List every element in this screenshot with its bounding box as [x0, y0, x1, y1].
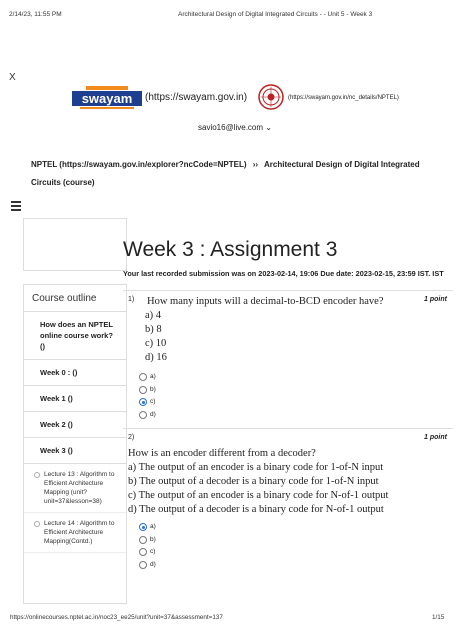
- radio-circle[interactable]: [139, 536, 147, 544]
- option-text: c) The output of an encoder is a binary code for N-of-1 output: [128, 490, 389, 501]
- swayam-logo-icon: [72, 86, 142, 110]
- radio-label: c): [150, 398, 156, 405]
- status-circle-icon: [34, 472, 40, 478]
- radio-circle-selected[interactable]: [139, 398, 147, 406]
- option-text: b) 8: [145, 324, 162, 335]
- course-outline-sidebar: [23, 284, 127, 604]
- question-text: How many inputs will a decimal-to-BCD encoder have?: [147, 296, 384, 307]
- swayam-logo[interactable]: [72, 86, 142, 110]
- radio-circle[interactable]: [139, 386, 147, 394]
- question-text: How is an encoder different from a decoder?: [128, 448, 316, 459]
- user-menu[interactable]: [198, 123, 272, 132]
- option-text: d) The output of a decoder is a binary code for N-of-1 output: [128, 504, 384, 515]
- option-text: b) The output of a decoder is a binary code for 1-of-N input: [128, 476, 379, 487]
- question-block: [128, 447, 388, 517]
- radio-option-c[interactable]: [139, 546, 156, 559]
- question-number: 2): [128, 434, 135, 441]
- radio-option-c[interactable]: [139, 396, 156, 409]
- radio-circle[interactable]: [139, 411, 147, 419]
- radio-label: b): [150, 385, 156, 393]
- radio-circle[interactable]: [139, 548, 147, 556]
- question-number: 1): [128, 296, 135, 303]
- question-points: 1 point: [424, 434, 447, 441]
- radio-circle-selected[interactable]: [139, 523, 147, 531]
- print-page-number: 1/15: [432, 614, 445, 621]
- submission-info: Your last recorded submission was on 2023-02-14, 19:06 Due date: 2023-02-15, 23:59 IST. IST: [123, 269, 444, 278]
- option-text: c) 10: [145, 338, 167, 349]
- menu-icon[interactable]: [11, 201, 21, 213]
- radio-label: d): [150, 560, 156, 568]
- sidebar-item-how-it-works[interactable]: How does an NPTEL online course work? (): [24, 312, 126, 360]
- user-email: savio16@live.com: [198, 123, 264, 132]
- question-1-divider: [123, 290, 453, 291]
- swayam-link[interactable]: (https://swayam.gov.in): [145, 92, 248, 103]
- question-options: [145, 309, 167, 365]
- option-text: a) The output of an encoder is a binary code for 1-of-N input: [128, 462, 384, 473]
- chevron-down-icon: ⌄: [265, 123, 272, 132]
- breadcrumb-nptel-link[interactable]: NPTEL (https://swayam.gov.in/explorer?ncCode=NPTEL): [31, 160, 247, 169]
- radio-label: a): [150, 523, 156, 530]
- radio-label: c): [150, 548, 156, 555]
- radio-label: d): [150, 410, 156, 418]
- sidebar-subitem-label: Lecture 13 : Algorithm to Efficient Architecture Mapping (unit?unit=37&lesson=38): [44, 471, 115, 505]
- question-2-divider: [123, 428, 453, 429]
- radio-label: b): [150, 535, 156, 543]
- radio-option-a[interactable]: [139, 521, 156, 534]
- radio-label: a): [150, 373, 156, 380]
- radio-option-b[interactable]: [139, 384, 156, 397]
- answer-radio-group: [139, 521, 156, 571]
- option-text: d) 16: [145, 352, 167, 363]
- breadcrumb-course[interactable]: Architectural Design of Digital Integrated Circuits (course): [31, 160, 420, 187]
- question-points: 1 point: [424, 296, 447, 303]
- nptel-details-link[interactable]: (https://swayam.gov.in/nc_details/NPTEL): [288, 95, 399, 101]
- print-datetime: 2/14/23, 11:55 PM: [9, 11, 62, 18]
- sidebar-subitem-label: Lecture 14 : Algorithm to Efficient Architecture Mapping(Contd.): [44, 520, 115, 545]
- status-circle-icon: [34, 521, 40, 527]
- option-text: a) 4: [145, 310, 162, 321]
- sidebar-item-week-1[interactable]: Week 1 (): [24, 386, 126, 412]
- breadcrumb-separator: ››: [252, 160, 259, 169]
- nptel-seal-icon: [258, 84, 284, 110]
- radio-circle[interactable]: [139, 561, 147, 569]
- sidebar-top-panel: [23, 218, 127, 271]
- sidebar-item-week-2[interactable]: Week 2 (): [24, 412, 126, 438]
- radio-option-a[interactable]: [139, 371, 156, 384]
- print-title: Architectural Design of Digital Integrated Circuits - - Unit 5 - Week 3: [178, 11, 373, 18]
- close-button[interactable]: X: [9, 72, 16, 83]
- breadcrumb: [31, 156, 451, 192]
- sidebar-subitem-lecture-14[interactable]: [24, 513, 126, 553]
- radio-circle[interactable]: [139, 373, 147, 381]
- radio-option-d[interactable]: [139, 559, 156, 572]
- answer-radio-group: [139, 371, 156, 421]
- sidebar-item-week-3[interactable]: Week 3 (): [24, 438, 126, 464]
- radio-option-b[interactable]: [139, 534, 156, 547]
- print-footer-url: https://onlinecourses.nptel.ac.in/noc23_ee25/unit?unit=37&assessment=137: [10, 614, 223, 621]
- swayam-logo-text: swayam: [81, 91, 133, 106]
- sidebar-item-week-0[interactable]: Week 0 : (): [24, 360, 126, 386]
- sidebar-subitem-lecture-13[interactable]: [24, 464, 126, 513]
- radio-option-d[interactable]: [139, 409, 156, 422]
- course-outline-title: Course outline: [24, 285, 126, 312]
- page-title: Week 3 : Assignment 3: [123, 238, 338, 261]
